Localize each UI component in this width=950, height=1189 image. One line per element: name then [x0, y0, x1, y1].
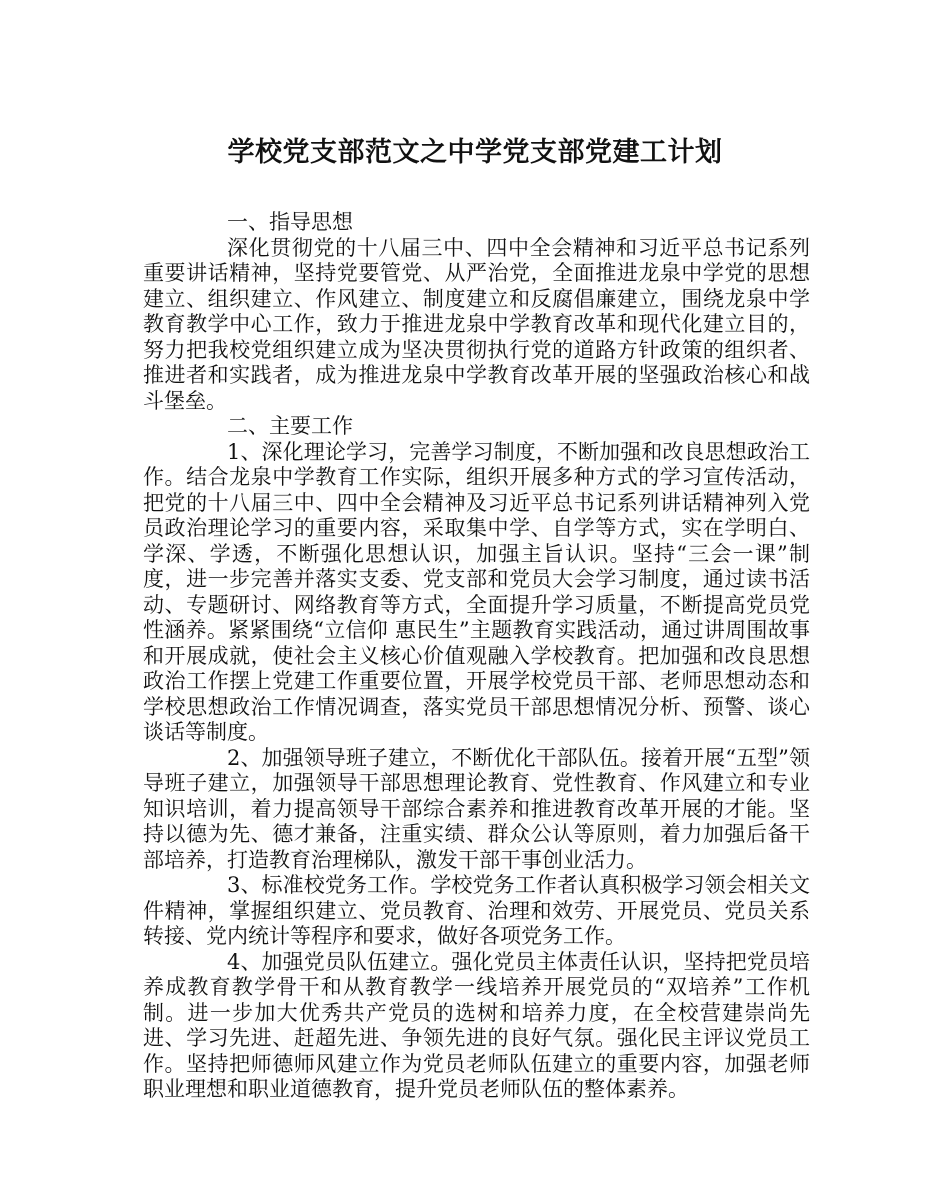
paragraph-member-team: 4、加强党员队伍建立。强化党员主体责任认识，坚持把党员培养成教育教学骨干和从教育教学一线培养开展党员的“双培养”工作机制。进一步加大优秀共产党员的选树和培养力度，在全校营建崇尚先进、学习先进、赶超先进、争领先进的良好气氛。强化民主评议党员工作。坚持把师德师风建立作为党员老师队伍建立的重要内容，加强老师职业理想和职业道德教育，提升党员老师队伍的整体素养。 [143, 949, 810, 1101]
page-title: 学校党支部范文之中学党支部党建工计划 [227, 137, 723, 168]
paragraph-leadership-building: 2、加强领导班子建立，不断优化干部队伍。接着开展“五型”领导班子建立，加强领导干部思想理论教育、党性教育、作风建立和专业知识培训，着力提高领导干部综合素养和推进教育改革开展的才能。坚持以德为先、德才兼备，注重实绩、群众公认等原则，着力加强后备干部培养，打造教育治理梯队，激发干部干事创业活力。 [143, 745, 810, 872]
paragraph-party-affairs: 3、标准校党务工作。学校党务工作者认真积极学习领会相关文件精神，掌握组织建立、党员教育、治理和效劳、开展党员、党员关系转接、党内统计等程序和要求，做好各项党务工作。 [143, 873, 810, 948]
paragraph-guiding-ideology: 深化贯彻党的十八届三中、四中全会精神和习近平总书记系列重要讲话精神，坚持党要管党、从严治党，全面推进龙泉中学党的思想建立、组织建立、作风建立、制度建立和反腐倡廉建立，围绕龙泉中学教育教学中心工作，致力于推进龙泉中学教育改革和现代化建立目的，努力把我校党组织建立成为坚决贯彻执行党的道路方针政策的组织者、推进者和实践者，成为推进龙泉中学教育改革开展的坚强政治核心和战斗堡垒。 [143, 235, 810, 413]
section-heading-main-work: 二、主要工作 [227, 414, 353, 438]
section-heading-guiding-ideology: 一、指导思想 [227, 210, 353, 234]
document-body [143, 210, 810, 1103]
paragraph-theory-study: 1、深化理论学习，完善学习制度，不断加强和改良思想政治工作。结合龙泉中学教育工作实际，组织开展多种方式的学习宣传活动，把党的十八届三中、四中全会精神及习近平总书记系列讲话精神列入党员政治理论学习的重要内容，采取集中学、自学等方式，实在学明白、学深、学透，不断强化思想认识，加强主旨认识。坚持“三会一课”制度，进一步完善并落实支委、党支部和党员大会学习制度，通过读书活动、专题研讨、网络教育等方式，全面提升学习质量，不断提高党员党性涵养。紧紧围绕“立信仰 惠民生”主题教育实践活动，通过讲周围故事和开展成就，使社会主义核心价值观融入学校教育。把加强和改良思想政治工作摆上党建工作重要位置，开展学校党员干部、老师思想动态和学校思想政治工作情况调查，落实党员干部思想情况分析、预警、谈心谈话等制度。 [143, 439, 810, 744]
